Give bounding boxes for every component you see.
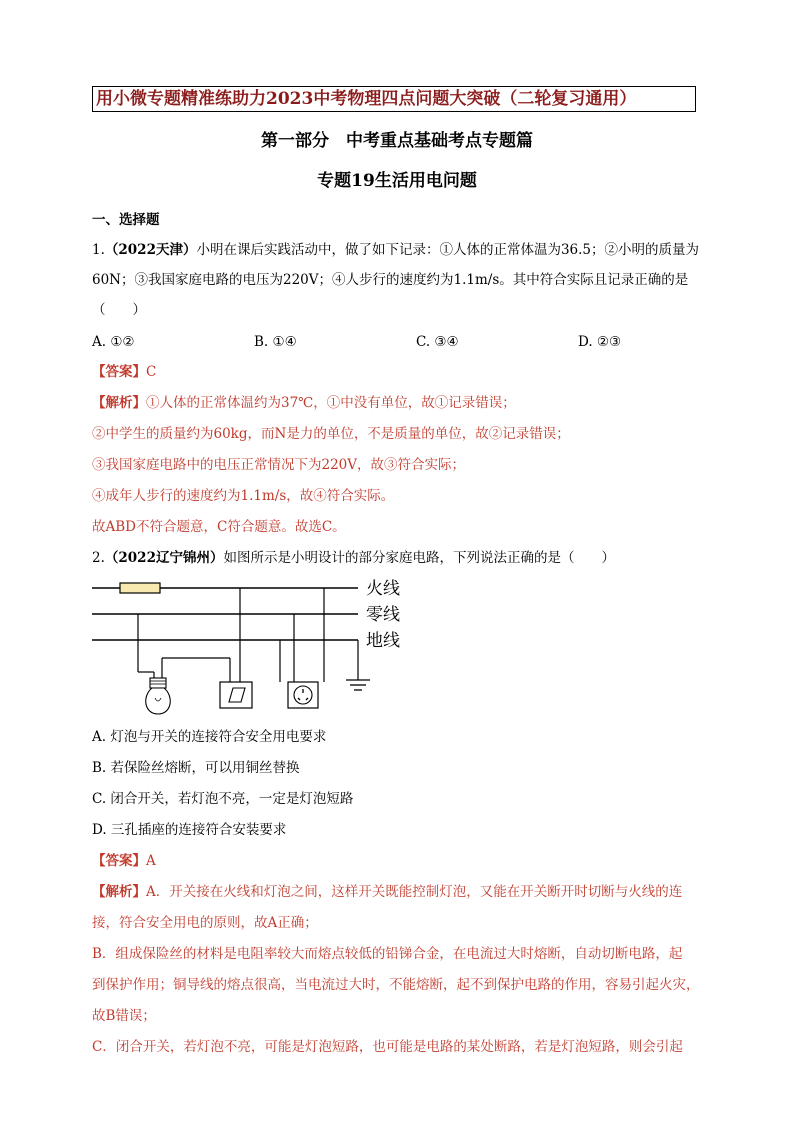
q1-analysis-tag: 【解析】 (92, 395, 146, 411)
q2-analysis-tag: 【解析】 (92, 884, 146, 900)
q2-option-c: C. 闭合开关，若灯泡不亮，一定是灯泡短路 (92, 791, 354, 807)
q2-option-b: B. 若保险丝熔断，可以用铜丝替换 (92, 760, 300, 776)
q1-number: 1. (92, 242, 105, 258)
q2-answer-value: A (146, 853, 156, 869)
q2-analysis-6: C．闭合开关，若灯泡不亮，可能是灯泡短路，也可能是电路的某处断路，若是灯泡短路，则会引起 (92, 1039, 683, 1055)
neutral-wire-label: 零线 (366, 605, 400, 625)
q1-option-c: C. ③④ (416, 334, 459, 350)
q2-option-d: D. 三孔插座的连接符合安装要求 (92, 822, 287, 838)
q1-source: （2022天津） (104, 242, 197, 258)
part-title: 第一部分 中考重点基础考点专题篇 (261, 131, 533, 151)
q1-analysis-2: ②中学生的质量约为60kg，而N是力的单位，不是质量的单位，故②记录错误； (92, 426, 570, 442)
q2-option-a: A. 灯泡与开关的连接符合安全用电要求 (92, 729, 327, 745)
q2-stem (92, 548, 615, 568)
fuse-icon (120, 583, 160, 593)
q1-analysis-5: 故ABD不符合题意，C符合题意。故选C。 (92, 519, 346, 535)
q1-option-a: A. ①② (92, 334, 135, 350)
q2-answer (92, 851, 156, 871)
light-bulb-icon (146, 678, 171, 714)
q2-analysis-2: 接，符合安全用电的原则，故A正确； (92, 915, 318, 931)
three-pin-socket-icon (288, 682, 318, 708)
q1-line1 (92, 240, 699, 260)
section-label: 一、选择题 (92, 212, 160, 228)
q2-source: （2022辽宁锦州） (104, 550, 224, 566)
q2-answer-tag: 【答案】 (92, 853, 146, 869)
q2-analysis-3: B．组成保险丝的材料是电阻率较大而熔点较低的铅锑合金，在电流过大时熔断，自动切断电路，起 (92, 946, 683, 962)
header-title-box: 用小微专题精准练助力2023中考物理四点问题大突破（二轮复习通用） (92, 86, 696, 112)
q1-analysis-text-1: ①人体的正常体温约为37℃，①中没有单位，故①记录错误； (146, 395, 516, 411)
q1-answer (92, 362, 156, 382)
q1-option-b: B. ①④ (254, 334, 297, 350)
q1-analysis-3: ③我国家庭电路中的电压正常情况下为220V，故③符合实际； (92, 457, 466, 473)
q1-line3: （ ） (92, 302, 146, 318)
q2-analysis-1 (92, 882, 682, 902)
q2-analysis-4: 到保护作用；铜导线的熔点很高，当电流过大时，不能熔断，起不到保护电路的作用，容易引起火灾， (92, 977, 700, 993)
q2-number: 2. (92, 550, 105, 566)
ground-wire-label: 地线 (366, 631, 400, 651)
live-wire-label: 火线 (366, 579, 400, 599)
q1-option-d: D. ②③ (578, 334, 622, 350)
q2-text: 如图所示是小明设计的部分家庭电路，下列说法正确的是（ ） (223, 550, 615, 566)
wall-switch-icon (220, 682, 252, 708)
q2-analysis-5: 故B错误； (92, 1008, 156, 1024)
q1-analysis-4: ④成年人步行的速度约为1.1m/s，故④符合实际。 (92, 488, 395, 504)
q1-text-1: 小明在课后实践活动中，做了如下记录：①人体的正常体温为36.5；②小明的质量为 (196, 242, 700, 258)
earth-ground-icon (346, 680, 370, 690)
q1-line2: 60N；③我国家庭电路的电压为220V；④人步行的速度约为1.1m/s。其中符合实际且记录正确的是 (92, 272, 689, 288)
q1-analysis-1 (92, 393, 516, 413)
q1-answer-tag: 【答案】 (92, 364, 146, 380)
topic-title: 专题19生活用电问题 (317, 171, 477, 191)
q1-answer-value: C (146, 364, 157, 380)
q2-analysis-text-1: A．开关接在火线和灯泡之间，这样开关既能控制灯泡，又能在开关断开时切断与火线的连 (146, 884, 683, 900)
household-circuit-diagram (92, 574, 422, 724)
